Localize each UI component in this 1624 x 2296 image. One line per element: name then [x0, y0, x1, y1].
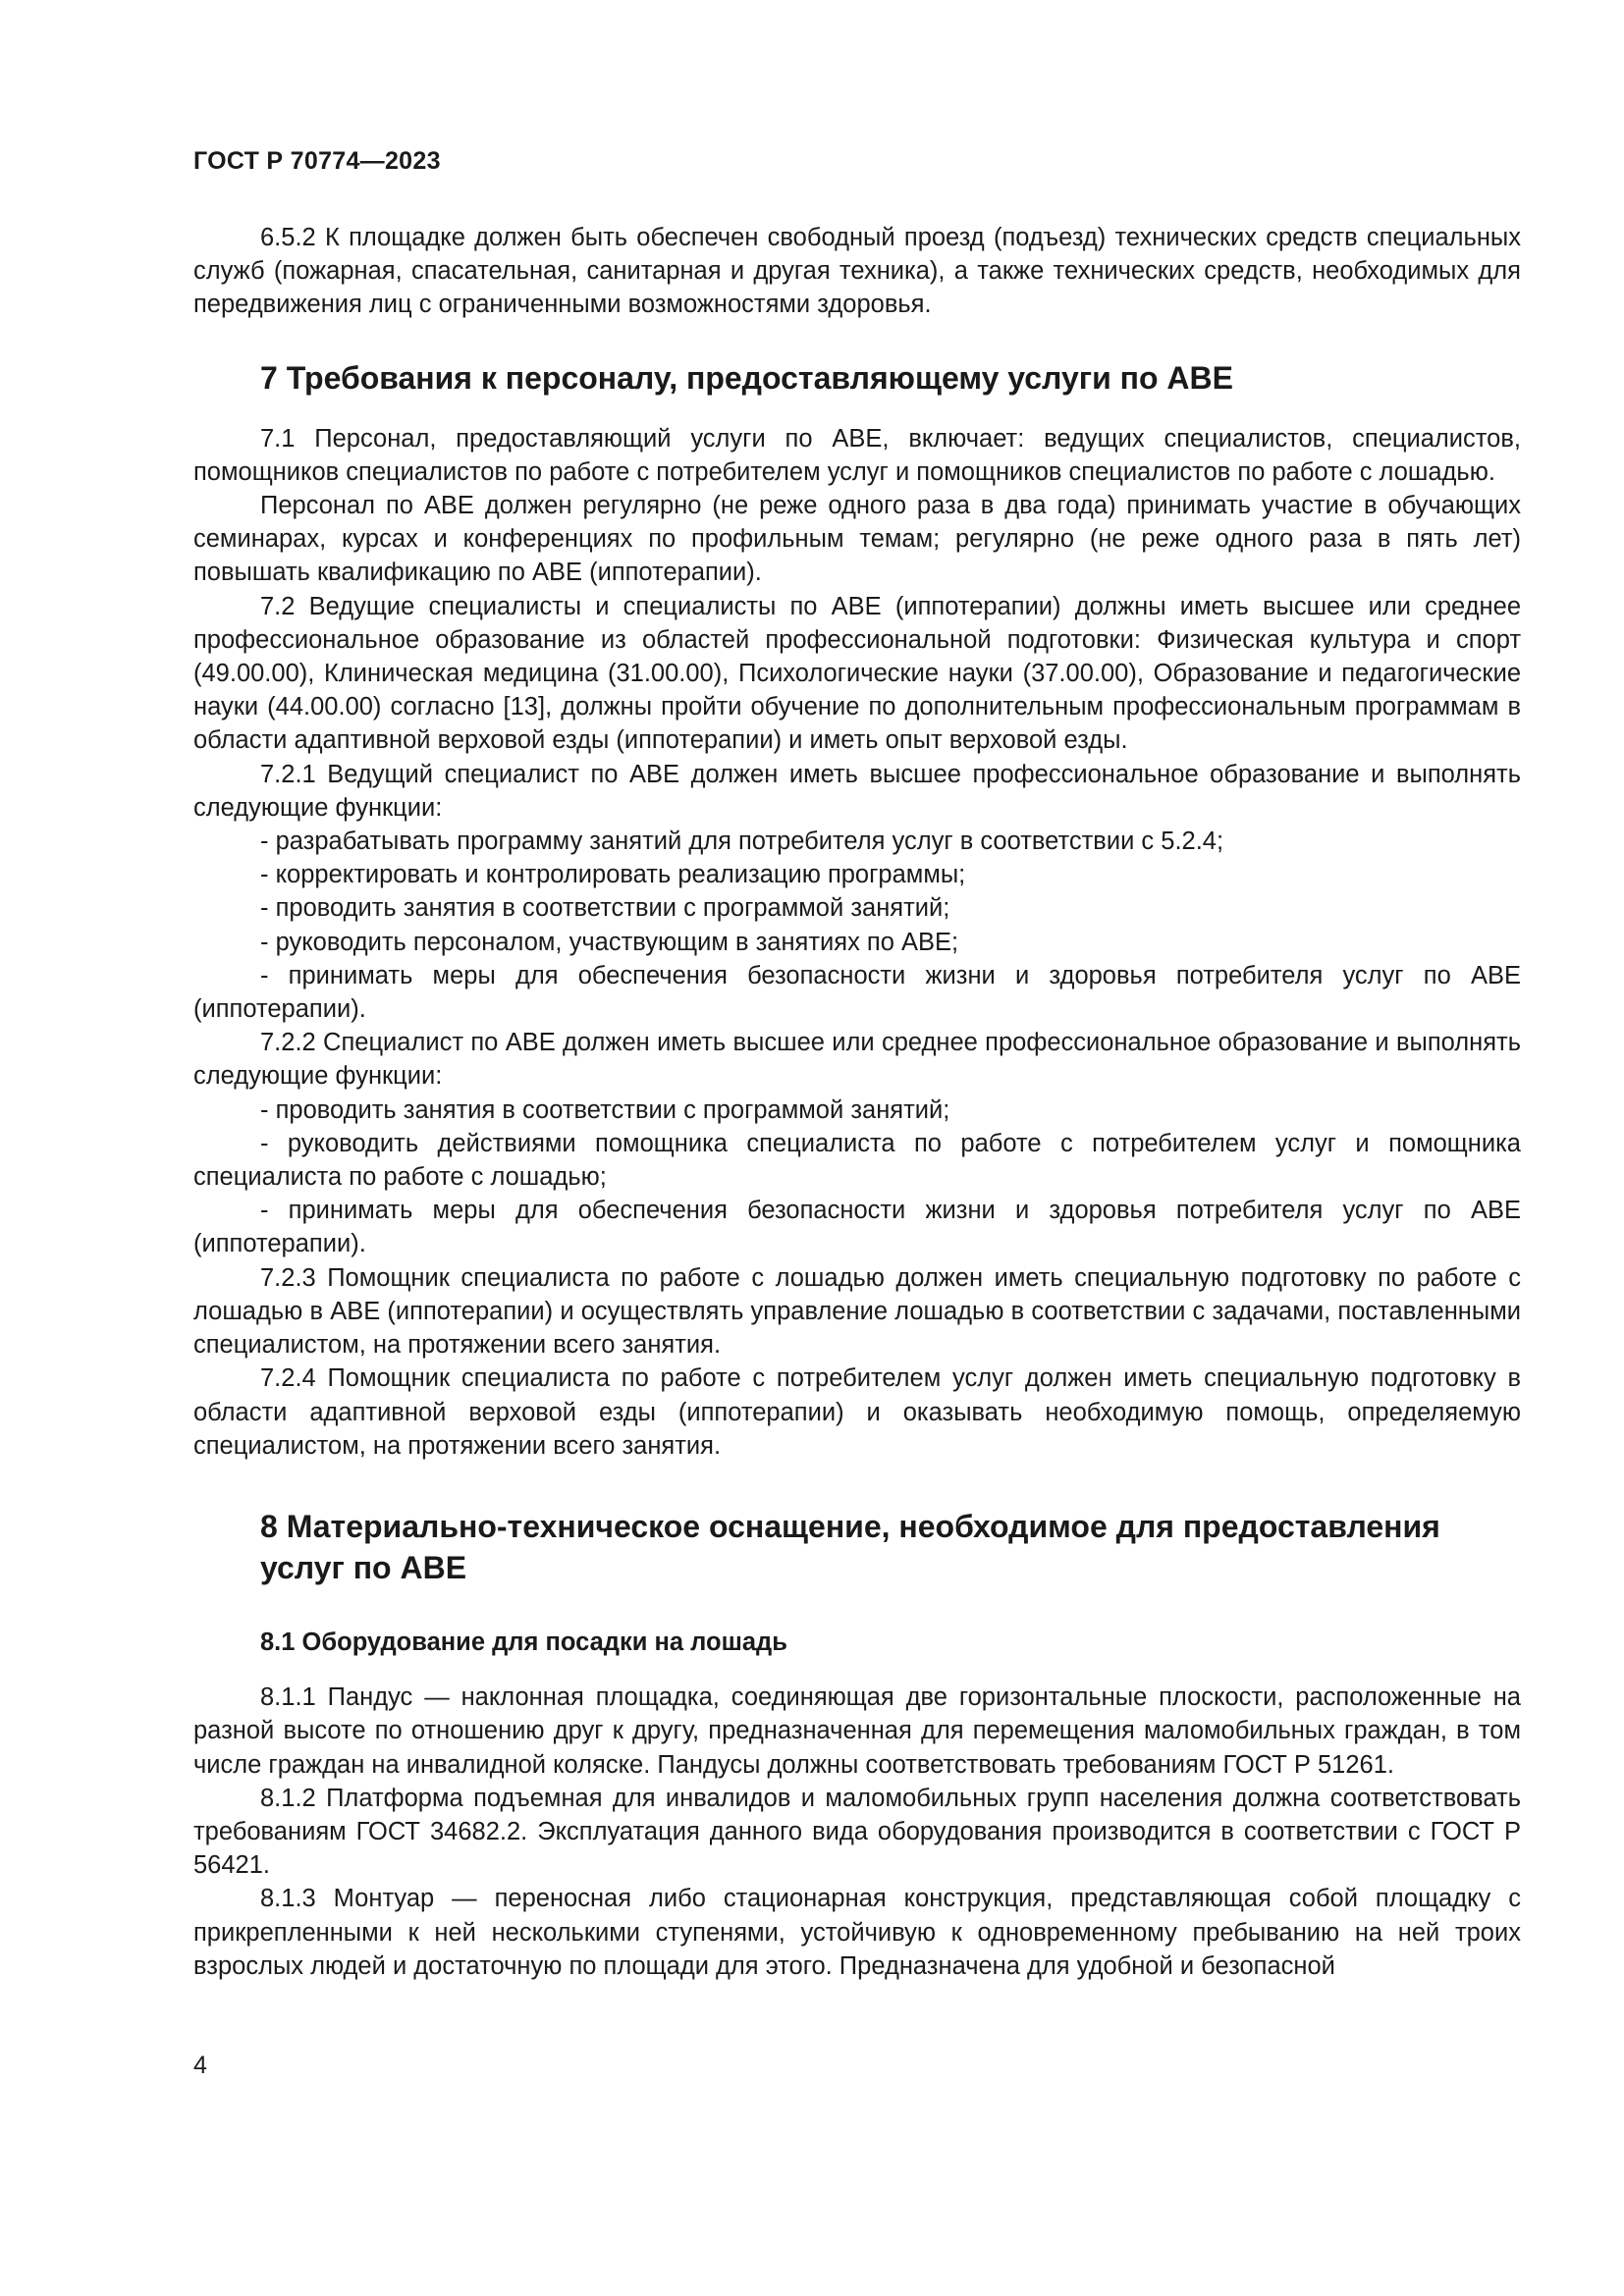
paragraph-7-2: 7.2 Ведущие специалисты и специалисты по АВЕ (иппотерапии) должны иметь высшее или среднее профессиональное образование из областей профессиональной подготовки: Физическая культура и спорт (49.00.00), Клиническая медицина (31.00.00), Психологические науки (37.00.00), Образование и педагогические науки (44.00.00) согласно [13], должны пройти обучение по дополнительным профессиональным программам в области адаптивной верховой езды (иппотерапии) и иметь опыт верховой езды.	[193, 592, 1521, 755]
list-item: - разрабатывать программу занятий для потребителя услуг в соответствии с 5.2.4;	[260, 828, 1224, 856]
list-item: - принимать меры для обеспечения безопасности жизни и здоровья потребителя услуг по АВЕ (иппотерапии).	[193, 1197, 1521, 1258]
paragraph-8-1-2: 8.1.2 Платформа подъемная для инвалидов и маломобильных групп населения должна соответствовать требованиям ГОСТ 34682.2. Эксплуатация данного вида оборудования производится в соответствии с ГОСТ Р 56421.	[193, 1784, 1521, 1880]
list-item: - корректировать и контролировать реализацию программы;	[260, 861, 966, 889]
paragraph-8-1-1: 8.1.1 Пандус — наклонная площадка, соединяющая две горизонтальные плоскости, расположенные на разной высоте по отношению друг к другу, предназначенная для перемещения маломобильных граждан, в том числе граждан на инвалидной коляске. Пандусы должны соответствовать требованиям ГОСТ Р 51261.	[193, 1683, 1521, 1779]
page-number: 4	[193, 2052, 207, 2079]
paragraph-7-2-3: 7.2.3 Помощник специалиста по работе с лошадью должен иметь специальную подготовку по работе с лошадью в АВЕ (иппотерапии) и осуществлять управление лошадью в соответствии с задачами, поставленными специалистом, на протяжении всего занятия.	[193, 1263, 1521, 1360]
paragraph-6-5-2: 6.5.2 К площадке должен быть обеспечен свободный проезд (подъезд) технических средств специальных служб (пожарная, спасательная, санитарная и другая техника), а также технических средств, необходимых для передвижения лиц с ограниченными возможностями здоровья.	[193, 224, 1521, 319]
paragraph-7-2-4: 7.2.4 Помощник специалиста по работе с потребителем услуг должен иметь специальную подготовку в области адаптивной верховой езды (иппотерапии) и оказывать необходимую помощь, определяемую специалистом, на протяжении всего занятия.	[193, 1364, 1521, 1460]
subsection-heading-8-1: 8.1 Оборудование для посадки на лошадь	[260, 1628, 787, 1656]
list-item: - проводить занятия в соответствии с программой занятий;	[260, 894, 950, 923]
document-body	[193, 221, 1521, 1983]
paragraph-7-1-training: Персонал по АВЕ должен регулярно (не реже одного раза в два года) принимать участие в обучающих семинарах, курсах и конференциях по профильным темам; регулярно (не реже одного раза в пять лет) повышать квалификацию по АВЕ (иппотерапии).	[193, 492, 1521, 587]
list-item: - руководить действиями помощника специалиста по работе с потребителем услуг и помощника специалиста по работе с лошадью;	[193, 1129, 1521, 1192]
list-item: - проводить занятия в соответствии с программой занятий;	[260, 1095, 950, 1124]
paragraph-7-2-1: 7.2.1 Ведущий специалист по АВЕ должен иметь высшее профессиональное образование и выполнять следующие функции:	[193, 760, 1521, 822]
section-heading-8: 8 Материально-техническое оснащение, необходимое для предоставления услуг по АВЕ	[260, 1508, 1440, 1585]
section-heading-7: 7 Требования к персоналу, предоставляющему услуги по АВЕ	[260, 359, 1233, 396]
paragraph-7-1: 7.1 Персонал, предоставляющий услуги по АВЕ, включает: ведущих специалистов, специалистов, помощников специалистов по работе с потребителем услуг и помощников специалистов по работе с лошадью.	[193, 424, 1521, 486]
paragraph-7-2-2: 7.2.2 Специалист по АВЕ должен иметь высшее или среднее профессиональное образование и выполнять следующие функции:	[193, 1029, 1521, 1091]
paragraph-8-1-3: 8.1.3 Монтуар — переносная либо стационарная конструкция, представляющая собой площадку с прикрепленными к ней несколькими ступенями, устойчивую к одновременному пребыванию на ней троих взрослых людей и достаточную по площади для этого. Предназначена для удобной и безопасной	[193, 1885, 1521, 1980]
list-item: - принимать меры для обеспечения безопасности жизни и здоровья потребителя услуг по АВЕ (иппотерапии).	[193, 961, 1521, 1024]
document-id-header: ГОСТ Р 70774—2023	[193, 147, 441, 175]
list-item: - руководить персоналом, участвующим в занятиях по АВЕ;	[260, 928, 959, 956]
